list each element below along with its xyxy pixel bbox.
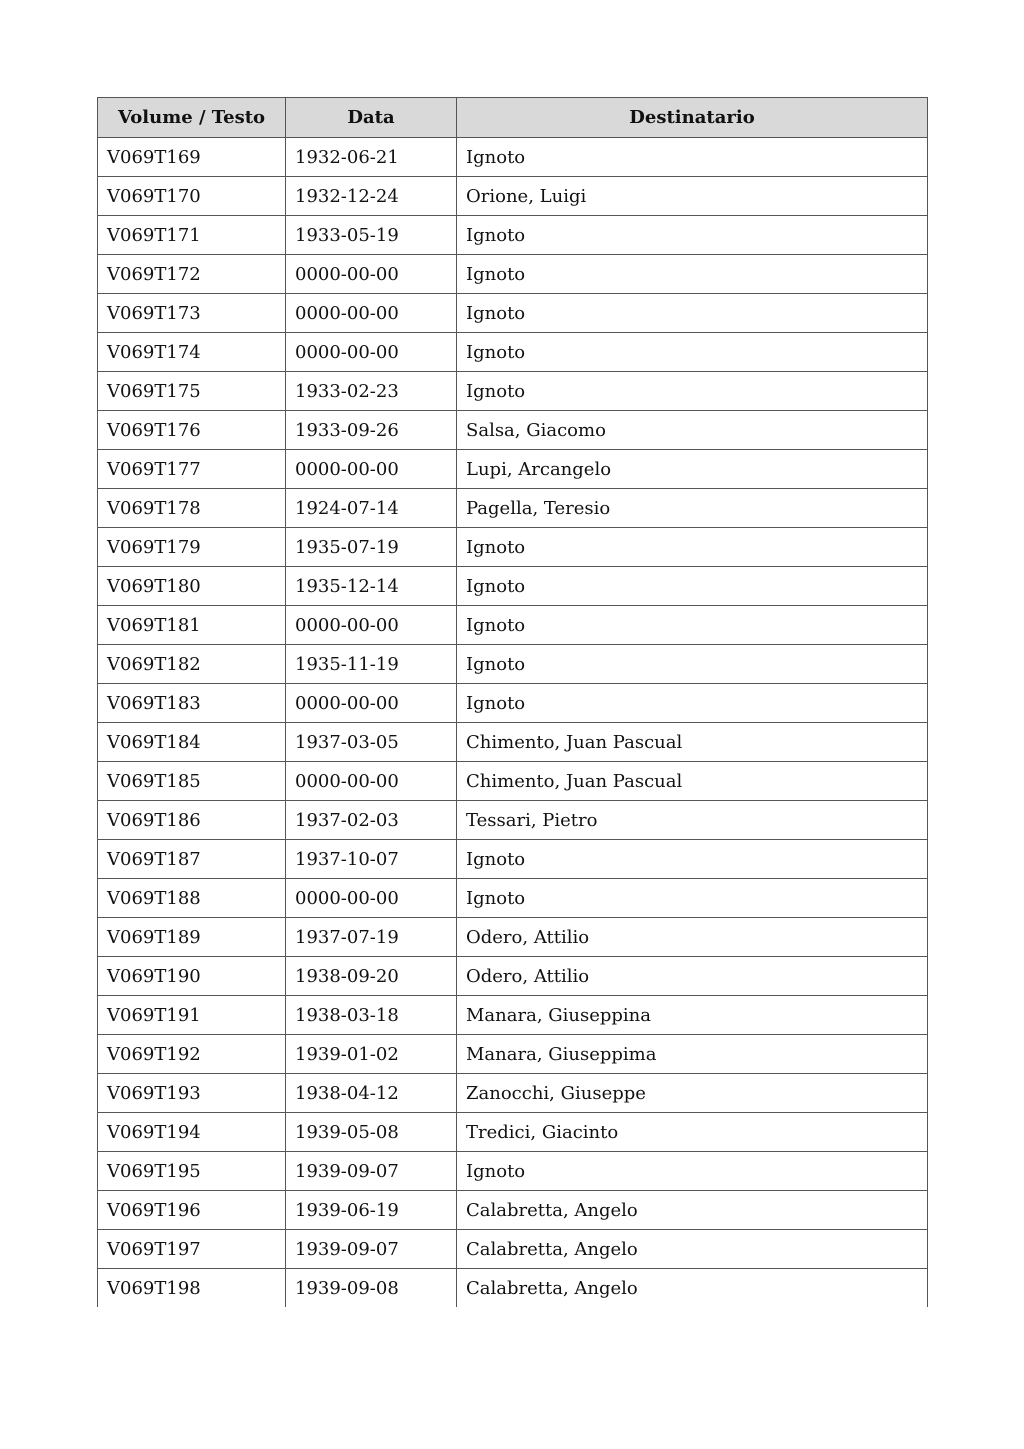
table-row <box>98 138 928 177</box>
table-row <box>98 1074 928 1113</box>
table-row <box>98 333 928 372</box>
cell-destinatario: Ignoto <box>457 216 928 255</box>
cell-destinatario: Lupi, Arcangelo <box>457 450 928 489</box>
table-row <box>98 684 928 723</box>
table-row <box>98 1035 928 1074</box>
cell-destinatario: Chimento, Juan Pascual <box>457 723 928 762</box>
cell-destinatario: Odero, Attilio <box>457 918 928 957</box>
cell-data: 0000-00-00 <box>286 333 457 372</box>
cell-data: 0000-00-00 <box>286 879 457 918</box>
cell-data: 0000-00-00 <box>286 450 457 489</box>
cell-destinatario: Orione, Luigi <box>457 177 928 216</box>
cell-data: 0000-00-00 <box>286 294 457 333</box>
table-row <box>98 918 928 957</box>
cell-data: 1937-10-07 <box>286 840 457 879</box>
cell-data: 1939-09-07 <box>286 1152 457 1191</box>
cell-volume-testo: V069T170 <box>98 177 286 216</box>
cell-destinatario: Tessari, Pietro <box>457 801 928 840</box>
cell-destinatario: Ignoto <box>457 606 928 645</box>
cell-data: 1924-07-14 <box>286 489 457 528</box>
cell-volume-testo: V069T194 <box>98 1113 286 1152</box>
table-row <box>98 216 928 255</box>
header-volume-testo: Volume / Testo <box>98 98 286 138</box>
cell-destinatario: Odero, Attilio <box>457 957 928 996</box>
cell-volume-testo: V069T174 <box>98 333 286 372</box>
cell-volume-testo: V069T179 <box>98 528 286 567</box>
table-row <box>98 528 928 567</box>
cell-data: 1939-01-02 <box>286 1035 457 1074</box>
cell-volume-testo: V069T197 <box>98 1230 286 1269</box>
cell-destinatario: Ignoto <box>457 1152 928 1191</box>
cell-data: 1933-09-26 <box>286 411 457 450</box>
cell-volume-testo: V069T188 <box>98 879 286 918</box>
table-header <box>98 98 928 138</box>
cell-destinatario: Chimento, Juan Pascual <box>457 762 928 801</box>
cell-data: 1933-05-19 <box>286 216 457 255</box>
table-row <box>98 177 928 216</box>
cell-data: 1939-09-07 <box>286 1230 457 1269</box>
cell-data: 1932-06-21 <box>286 138 457 177</box>
cell-volume-testo: V069T171 <box>98 216 286 255</box>
cell-volume-testo: V069T196 <box>98 1191 286 1230</box>
cell-data: 0000-00-00 <box>286 255 457 294</box>
cell-destinatario: Calabretta, Angelo <box>457 1230 928 1269</box>
cell-data: 1938-04-12 <box>286 1074 457 1113</box>
cell-destinatario: Manara, Giuseppina <box>457 996 928 1035</box>
cell-volume-testo: V069T190 <box>98 957 286 996</box>
cell-destinatario: Ignoto <box>457 138 928 177</box>
cell-data: 1938-09-20 <box>286 957 457 996</box>
cell-data: 1939-06-19 <box>286 1191 457 1230</box>
cell-data: 1937-03-05 <box>286 723 457 762</box>
cell-volume-testo: V069T184 <box>98 723 286 762</box>
table-row <box>98 255 928 294</box>
cell-volume-testo: V069T195 <box>98 1152 286 1191</box>
table-row <box>98 372 928 411</box>
cell-volume-testo: V069T172 <box>98 255 286 294</box>
cell-destinatario: Ignoto <box>457 684 928 723</box>
cell-data: 1935-12-14 <box>286 567 457 606</box>
cell-volume-testo: V069T178 <box>98 489 286 528</box>
cell-data: 1932-12-24 <box>286 177 457 216</box>
cell-volume-testo: V069T185 <box>98 762 286 801</box>
cell-volume-testo: V069T169 <box>98 138 286 177</box>
letters-table <box>97 97 928 1307</box>
cell-data: 1939-05-08 <box>286 1113 457 1152</box>
table-body <box>98 138 928 1308</box>
cell-destinatario: Pagella, Teresio <box>457 489 928 528</box>
header-row <box>98 98 928 138</box>
cell-volume-testo: V069T187 <box>98 840 286 879</box>
cell-destinatario: Ignoto <box>457 567 928 606</box>
table-row <box>98 957 928 996</box>
cell-data: 1939-09-08 <box>286 1269 457 1308</box>
cell-data: 1935-11-19 <box>286 645 457 684</box>
table-row <box>98 996 928 1035</box>
cell-destinatario: Salsa, Giacomo <box>457 411 928 450</box>
cell-destinatario: Calabretta, Angelo <box>457 1191 928 1230</box>
cell-volume-testo: V069T176 <box>98 411 286 450</box>
table-row <box>98 1152 928 1191</box>
cell-volume-testo: V069T182 <box>98 645 286 684</box>
cell-volume-testo: V069T180 <box>98 567 286 606</box>
cell-data: 1937-07-19 <box>286 918 457 957</box>
cell-destinatario: Ignoto <box>457 528 928 567</box>
cell-destinatario: Ignoto <box>457 255 928 294</box>
table-row <box>98 489 928 528</box>
table-row <box>98 294 928 333</box>
cell-volume-testo: V069T192 <box>98 1035 286 1074</box>
cell-destinatario: Ignoto <box>457 294 928 333</box>
table-row <box>98 1191 928 1230</box>
cell-data: 0000-00-00 <box>286 606 457 645</box>
cell-destinatario: Manara, Giuseppima <box>457 1035 928 1074</box>
table-row <box>98 879 928 918</box>
cell-volume-testo: V069T198 <box>98 1269 286 1308</box>
cell-destinatario: Ignoto <box>457 645 928 684</box>
table-row <box>98 606 928 645</box>
cell-volume-testo: V069T193 <box>98 1074 286 1113</box>
cell-data: 1933-02-23 <box>286 372 457 411</box>
cell-volume-testo: V069T173 <box>98 294 286 333</box>
cell-destinatario: Zanocchi, Giuseppe <box>457 1074 928 1113</box>
table-row <box>98 411 928 450</box>
cell-volume-testo: V069T189 <box>98 918 286 957</box>
table-row <box>98 1113 928 1152</box>
table-row <box>98 840 928 879</box>
table-row <box>98 801 928 840</box>
cell-volume-testo: V069T186 <box>98 801 286 840</box>
cell-destinatario: Tredici, Giacinto <box>457 1113 928 1152</box>
cell-destinatario: Ignoto <box>457 879 928 918</box>
cell-volume-testo: V069T183 <box>98 684 286 723</box>
cell-destinatario: Ignoto <box>457 333 928 372</box>
cell-volume-testo: V069T177 <box>98 450 286 489</box>
cell-data: 0000-00-00 <box>286 684 457 723</box>
cell-destinatario: Ignoto <box>457 840 928 879</box>
header-destinatario: Destinatario <box>457 98 928 138</box>
cell-volume-testo: V069T191 <box>98 996 286 1035</box>
table-row <box>98 1230 928 1269</box>
table-row <box>98 645 928 684</box>
cell-data: 0000-00-00 <box>286 762 457 801</box>
cell-data: 1937-02-03 <box>286 801 457 840</box>
table-row <box>98 723 928 762</box>
cell-destinatario: Ignoto <box>457 372 928 411</box>
cell-destinatario: Calabretta, Angelo <box>457 1269 928 1308</box>
header-data: Data <box>286 98 457 138</box>
table-row <box>98 567 928 606</box>
table-row <box>98 450 928 489</box>
cell-data: 1938-03-18 <box>286 996 457 1035</box>
cell-volume-testo: V069T181 <box>98 606 286 645</box>
table-row <box>98 1269 928 1308</box>
cell-data: 1935-07-19 <box>286 528 457 567</box>
table-row <box>98 762 928 801</box>
cell-volume-testo: V069T175 <box>98 372 286 411</box>
